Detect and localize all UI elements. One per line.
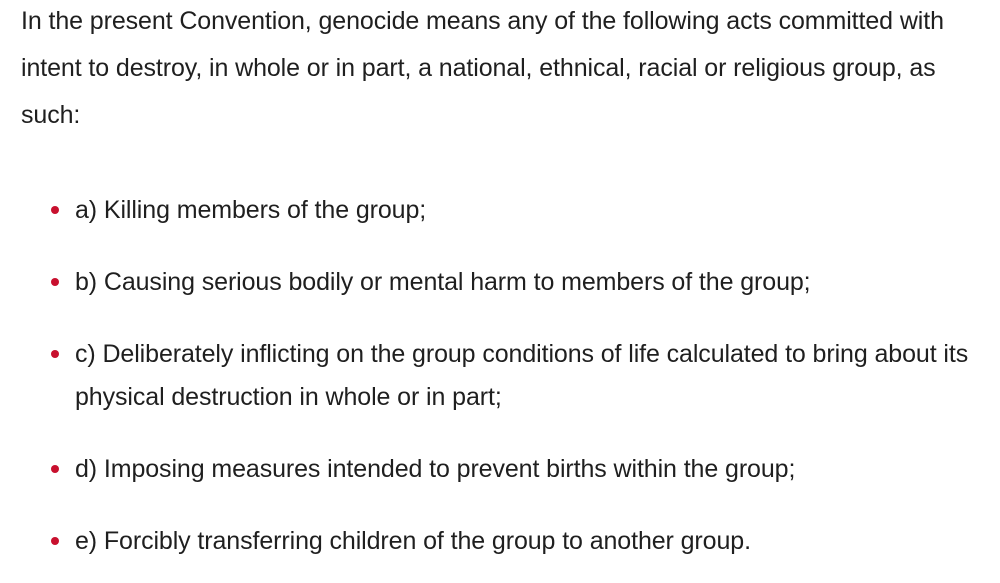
bullet-icon bbox=[51, 206, 59, 214]
bullet-icon bbox=[51, 465, 59, 473]
acts-list bbox=[21, 189, 990, 563]
list-item-text: a) Killing members of the group; bbox=[75, 196, 427, 224]
list-item bbox=[21, 520, 990, 563]
list-item bbox=[21, 261, 990, 304]
list-item-text: b) Causing serious bodily or mental harm to members of the group; bbox=[75, 268, 811, 296]
list-item-text: d) Imposing measures intended to prevent births within the group; bbox=[75, 455, 796, 483]
list-item-text: c) Deliberately inflicting on the group conditions of life calculated to bring about its physical destruction in whole or in part; bbox=[75, 340, 969, 411]
intro-paragraph: In the present Convention, genocide means any of the following acts committed with intent to destroy, in whole or in part, a national, ethnical, racial or religious group, as such: bbox=[21, 7, 944, 129]
bullet-icon bbox=[51, 350, 59, 358]
list-item bbox=[21, 448, 990, 491]
bullet-icon bbox=[51, 537, 59, 545]
list-item bbox=[21, 189, 990, 232]
bullet-icon bbox=[51, 278, 59, 286]
list-item bbox=[21, 333, 990, 419]
list-item-text: e) Forcibly transferring children of the group to another group. bbox=[75, 527, 751, 555]
